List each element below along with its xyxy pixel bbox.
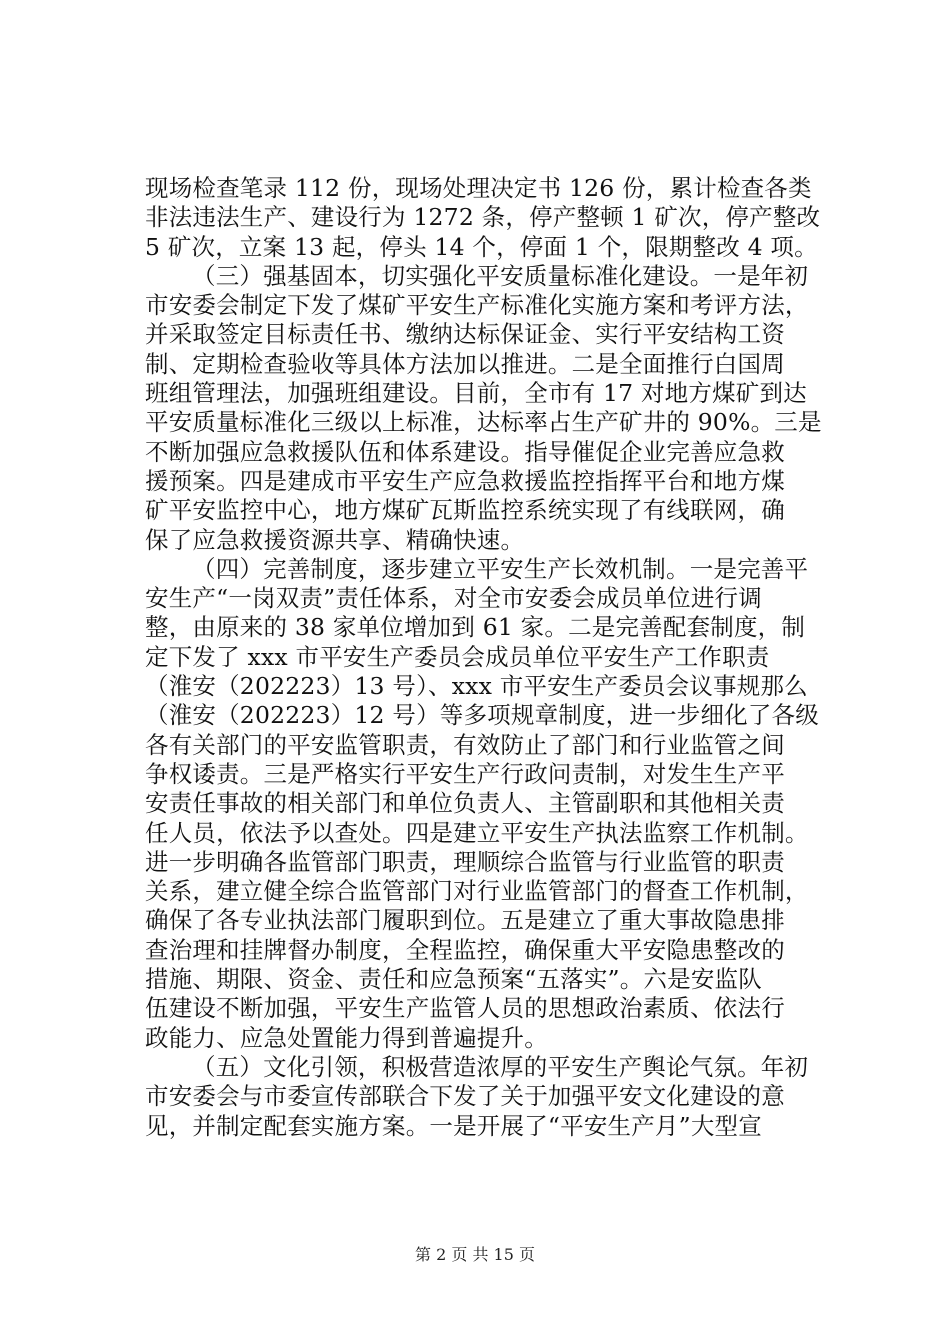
paragraph-start-line: （三）强基固本，切实强化平安质量标准化建设。一是年初 [192,261,809,290]
text-line: 保了应急救援资源共享、精确快速。 [145,525,525,554]
text-line: 确保了各专业执法部门履职到位。五是建立了重大事故隐患排 [145,906,785,935]
text-line: 不断加强应急救援队伍和体系建设。指导催促企业完善应急救 [145,437,785,466]
text-line: 争权诿责。三是严格实行平安生产行政问责制，对发生生产平 [145,759,785,788]
paragraph-start-line: （五）文化引领，积极营造浓厚的平安生产舆论气氛。年初 [192,1052,809,1081]
text-line: 并采取签定目标责任书、缴纳达标保证金、实行平安结构工资 [145,320,785,349]
text-line: （淮安（202223）13 号）、xxx 市平安生产委员会议事规那么 [145,672,808,701]
text-line: 定下发了 xxx 市平安生产委员会成员单位平安生产工作职责 [145,642,770,671]
text-line: 援预案。四是建成市平安生产应急救援监控指挥平台和地方煤 [145,466,785,495]
text-line: （淮安（202223）12 号）等多项规章制度，进一步细化了各级 [145,701,819,730]
text-line: 查治理和挂牌督办制度，全程监控，确保重大平安隐患整改的 [145,935,785,964]
text-line: 制、定期检查验收等具体方法加以推进。二是全面推行白国周 [145,349,785,378]
text-line: 整，由原来的 38 家单位增加到 61 家。二是完善配套制度，制 [145,613,806,642]
text-line: 班组管理法，加强班组建设。目前，全市有 17 对地方煤矿到达 [145,379,807,408]
text-line: 伍建设不断加强，平安生产监管人员的思想政治素质、依法行 [145,994,785,1023]
text-line: 见，并制定配套实施方案。一是开展了“平安生产月”大型宣 [145,1111,762,1140]
text-line: 矿平安监控中心，地方煤矿瓦斯监控系统实现了有线联网，确 [145,496,785,525]
text-line: 市安委会与市委宣传部联合下发了关于加强平安文化建设的意 [145,1082,785,1111]
text-line: 市安委会制定下发了煤矿平安生产标准化实施方案和考评方法， [145,291,809,320]
text-line: 安生产“一岗双责”责任体系，对全市安委会成员单位进行调 [145,584,762,613]
text-line: 各有关部门的平安监管职责，有效防止了部门和行业监管之间 [145,730,785,759]
text-line: 非法违法生产、建设行为 1272 条，停产整顿 1 矿次，停产整改 [145,203,821,232]
text-line: 安责任事故的相关部门和单位负责人、主管副职和其他相关责 [145,789,785,818]
text-line: 进一步明确各监管部门职责，理顺综合监管与行业监管的职责 [145,847,785,876]
text-line: 5 矿次，立案 13 起，停头 14 个，停面 1 个，限期整改 4 项。 [145,232,818,261]
page-footer: 第 2 页 共 15 页 [415,1245,535,1264]
body-text [145,174,835,1141]
text-line: 政能力、应急处置能力得到普遍提升。 [145,1023,548,1052]
text-line: 现场检查笔录 112 份，现场处理决定书 126 份，累计检查各类 [145,174,812,202]
text-line: 任人员，依法予以查处。四是建立平安生产执法监察工作机制。 [145,818,809,847]
text-line: 措施、期限、资金、责任和应急预案“五落实”。六是安监队 [145,965,762,994]
text-line: 关系，建立健全综合监管部门对行业监管部门的督查工作机制， [145,877,809,906]
paragraph-start-line: （四）完善制度，逐步建立平安生产长效机制。一是完善平 [192,554,809,583]
text-line: 平安质量标准化三级以上标准，达标率占生产矿井的 90%。三是 [145,408,822,437]
